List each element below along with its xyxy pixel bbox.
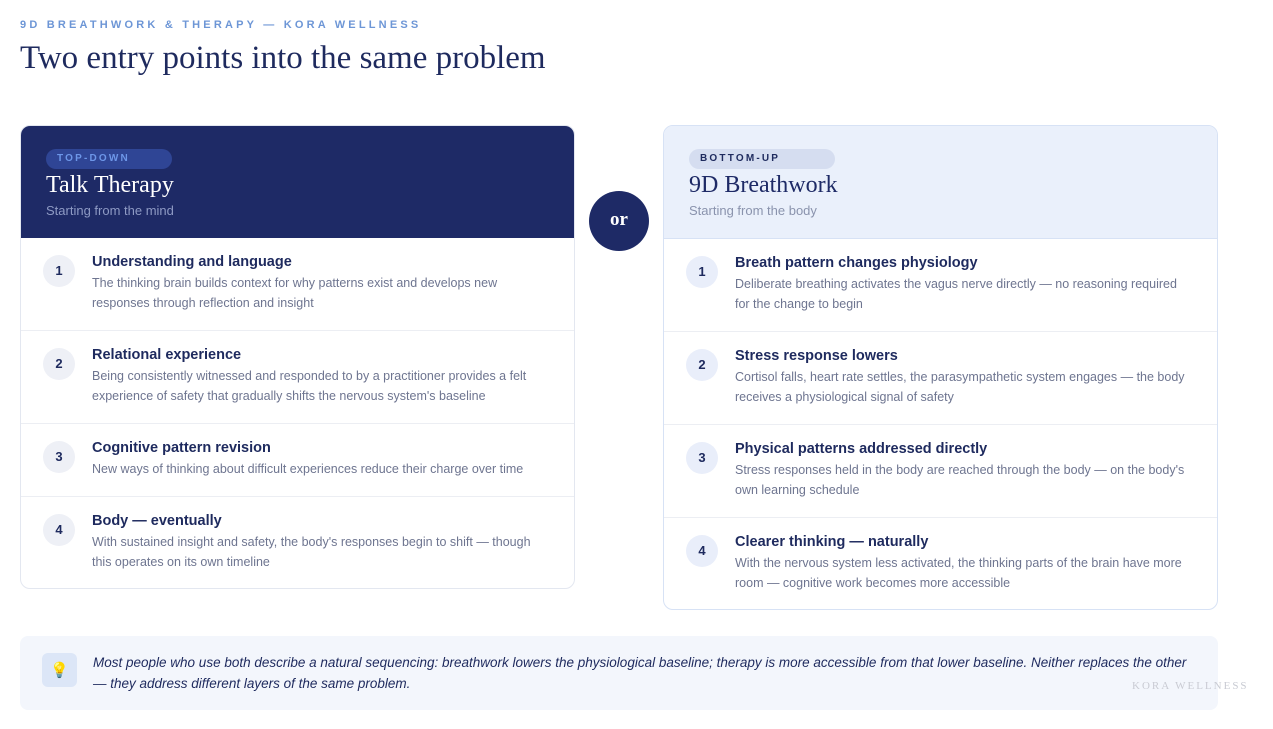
eyebrow: 9D BREATHWORK & THERAPY — KORA WELLNESS <box>20 19 422 31</box>
step-title: Body — eventually <box>92 513 222 529</box>
page-title: Two entry points into the same problem <box>20 40 546 76</box>
step-description: Being consistently witnessed and responded to by a practitioner provides a felt experience of safety that gradually shifts the nervous system's baseline <box>92 369 527 403</box>
card-subtitle: Starting from the body <box>689 203 817 218</box>
callout-note <box>20 636 1218 710</box>
step-number: 1 <box>43 255 75 287</box>
step-list <box>21 238 574 589</box>
step-description: Deliberate breathing activates the vagus nerve directly — no reasoning required for the change to begin <box>735 277 1177 311</box>
step-item <box>664 425 1217 518</box>
step-description: With sustained insight and safety, the body's responses begin to shift — though this operates on its own timeline <box>92 535 531 569</box>
step-number: 2 <box>43 348 75 380</box>
top-down-pill: TOP-DOWN <box>46 149 172 169</box>
breathwork-card <box>663 125 1218 610</box>
step-number: 1 <box>686 256 718 288</box>
step-title: Understanding and language <box>92 254 292 270</box>
step-number: 4 <box>43 514 75 546</box>
step-list <box>664 239 1217 610</box>
step-title: Physical patterns addressed directly <box>735 441 988 457</box>
step-item <box>664 518 1217 610</box>
step-title: Breath pattern changes physiology <box>735 255 978 271</box>
step-title: Cognitive pattern revision <box>92 440 271 456</box>
step-item <box>664 332 1217 425</box>
step-description: The thinking brain builds context for why patterns exist and develops new responses through reflection and insight <box>92 276 498 310</box>
step-number: 3 <box>43 441 75 473</box>
card-header <box>664 126 1217 239</box>
card-subtitle: Starting from the mind <box>46 203 174 218</box>
bottom-up-pill: BOTTOM-UP <box>689 149 835 169</box>
or-divider-badge: or <box>589 191 649 251</box>
note-text: Most people who use both describe a natural sequencing: breathwork lowers the physiological baseline; therapy is more accessible from that lower baseline. Neither replaces the other — they address different layers of the same problem. <box>93 655 1187 691</box>
step-description: New ways of thinking about difficult experiences reduce their charge over time <box>92 462 524 476</box>
lightbulb-icon: 💡 <box>42 653 77 687</box>
step-number: 2 <box>686 349 718 381</box>
step-description: Cortisol falls, heart rate settles, the parasympathetic system engages — the body receives a physiological signal of safety <box>735 370 1185 404</box>
card-header <box>21 126 574 238</box>
step-item <box>21 238 574 331</box>
step-item <box>21 331 574 424</box>
card-title: Talk Therapy <box>46 172 174 198</box>
step-title: Stress response lowers <box>735 348 898 364</box>
step-title: Clearer thinking — naturally <box>735 534 929 550</box>
talk-therapy-card <box>20 125 575 589</box>
step-item <box>21 424 574 497</box>
step-item <box>21 497 574 589</box>
step-item <box>664 239 1217 332</box>
step-number: 4 <box>686 535 718 567</box>
step-description: With the nervous system less activated, the thinking parts of the brain have more room — cognitive work becomes more accessible <box>735 556 1182 590</box>
step-title: Relational experience <box>92 347 242 363</box>
brand-watermark: KORA WELLNESS <box>1132 680 1249 692</box>
step-description: Stress responses held in the body are reached through the body — on the body's own learning schedule <box>735 463 1185 497</box>
card-title: 9D Breathwork <box>689 172 838 198</box>
step-number: 3 <box>686 442 718 474</box>
